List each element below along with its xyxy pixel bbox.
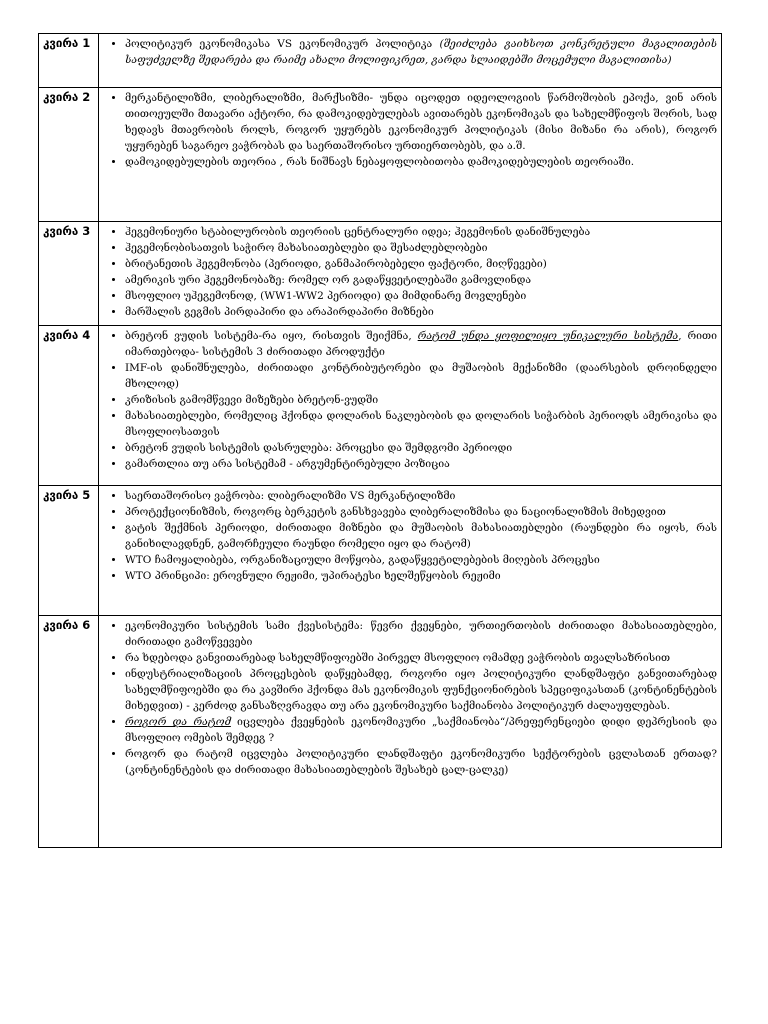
- topic-item: [125, 568, 717, 584]
- topic-text: ამერიკის ური ჰეგემონობაზე: რომელ ორ გადაწყვეტილებაში გამოვლინდა: [125, 274, 532, 286]
- topic-text: რა ხდებოდა განვითარებად სახელმწიფოებში პირველ მსოფლიო ომამდე ვაჭრობის თვალსაზრისით: [125, 652, 670, 664]
- topic-item: [125, 456, 717, 472]
- topic-text: IMF-ის დანიშნულება, ძირითადი კონტრიბუტორები და მუშაობის მექანიზმი (დაარსების დროინდელი მხოლოდ): [125, 362, 717, 390]
- topic-item: [125, 224, 717, 240]
- topic-list: [103, 488, 717, 584]
- topic-item: [125, 552, 717, 568]
- topic-item: [125, 408, 717, 440]
- topic-list: [103, 90, 717, 170]
- topic-list: [103, 224, 717, 320]
- topic-item: [125, 440, 717, 456]
- topic-item: [125, 504, 717, 520]
- topic-text: , რითი იმართებოდა- სისტემის 3 ძირითადი პროდუქტი: [125, 330, 717, 358]
- week-label: კვირა 1: [39, 34, 99, 88]
- topic-item: [125, 392, 717, 408]
- topic-item: [125, 36, 717, 68]
- topics-cell: [99, 326, 722, 486]
- topic-text: პროტექციონიზმის, როგორც ბერკეტის განსხვავება ლიბერალიზმისა და ნაციონალიზმის მიხედვით: [125, 506, 666, 518]
- week-label: კვირა 5: [39, 486, 99, 616]
- topic-text: პოლიტიკურ ეკონომიკასა VS ეკონომიკურ პოლიტიკა: [125, 38, 440, 50]
- week-row-2: [39, 88, 722, 222]
- topic-text: WTO პრინციპი: ეროვნული რეჟიმი, უპირატესი ხელშეწყობის რეჟიმი: [125, 570, 501, 582]
- table-body: [39, 34, 722, 848]
- topic-text: მსოფლიო უჰეგემონოდ, (WW1-WW2 პერიოდი) და მიმდინარე მოვლენები: [125, 290, 527, 302]
- topic-item: [125, 288, 717, 304]
- topic-text-italic: (შეიძლება გაიხსოთ კონკრეტული მაგალითების საფუძველზე შედარება და რაიმე ახალი მოლიფიკრეთ, გარდა სლაიდებში მოცემული მაგალითისა): [125, 38, 717, 66]
- topics-cell: [99, 486, 722, 616]
- topic-text: ბრეტონ ვუდის სისტემა-რა იყო, რისთვის შეიქმნა,: [125, 330, 418, 342]
- topic-text: ინდუსტრიალიზაციის პროცესების დაწყებამდე, როგორი იყო პოლიტიკური ლანდშაფტი განვითარებად სახელმწიფოებში და რა კავშირი ჰქონდა მას ეკონომიკის ფუნქციონირების სპეციფიკასთან (კონტინენტების მიხედვით) - კერძოდ განსაზღვრავდა თუ არა ეკონომიკური საქმიანობა პოლიტიკურ ძალაუფლებას.: [125, 668, 717, 712]
- topic-item: [125, 272, 717, 288]
- topic-text-underlined: რატომ უნდა ყოფილიყო უნიკალური სისტემა: [417, 330, 679, 342]
- topic-text-underlined: როგორ და რატომ: [125, 716, 231, 728]
- topic-text: დამოკიდებულების თეორია , რას ნიშნავს ნებაყოფლობითობა დამოკიდებულების თეორიაში.: [125, 156, 635, 168]
- topic-item: [125, 650, 717, 666]
- topic-item: [125, 666, 717, 714]
- topic-item: [125, 328, 717, 360]
- topic-text: ჰეგემონიური სტაბილურობის თეორიის ცენტრალური იდეა; ჰეგემონის დანიშნულება: [125, 226, 591, 238]
- week-row-3: [39, 222, 722, 326]
- topics-cell: [99, 34, 722, 88]
- topic-item: [125, 360, 717, 392]
- topic-text: ეკონომიკური სისტემის სამი ქვესისტემა: წევრი ქვეყნები, ურთიერთობის ძირითადი მახასიათებლები, ძირითადი გამოწვევები: [125, 620, 717, 648]
- topic-text: იცვლება ქვეყნების ეკონომიკური „საქმიანობა“/პრეფერენციები დიდი დეპრესიის და მსოფლიო ომების შემდეგ ?: [125, 716, 717, 744]
- week-label: კვირა 6: [39, 616, 99, 848]
- topic-item: [125, 618, 717, 650]
- topic-text: ჰეგემონობისათვის საჭირო მახასიათებლები და შესაძლებლობები: [125, 242, 488, 254]
- topic-item: [125, 520, 717, 552]
- topic-text: ბრიტანეთის ჰეგემონობა (პერიოდი, განმაპირობებელი ფაქტორი, მიღწევები): [125, 258, 547, 270]
- topic-list: [103, 618, 717, 778]
- topics-cell: [99, 222, 722, 326]
- topic-list: [103, 36, 717, 68]
- week-label: კვირა 4: [39, 326, 99, 486]
- topic-item: [125, 256, 717, 272]
- topic-text: საერთაშორისო ვაჭრობა: ლიბერალიზმი VS მერკანტილიზმი: [125, 490, 456, 502]
- topic-item: [125, 746, 717, 778]
- topic-item: [125, 154, 717, 170]
- topic-item: [125, 90, 717, 154]
- week-row-6: [39, 616, 722, 848]
- week-row-4: [39, 326, 722, 486]
- weekly-topics-table: [38, 33, 722, 848]
- topic-text: ბრეტონ ვუდის სისტემის დასრულება: პროცესი და შემდგომი პერიოდი: [125, 442, 513, 454]
- topic-text: მარშალის გეგმის პირდაპირი და არაპირდაპირი მიზნები: [125, 306, 434, 318]
- topic-list: [103, 328, 717, 472]
- topic-item: [125, 240, 717, 256]
- topic-item: [125, 304, 717, 320]
- topic-item: [125, 714, 717, 746]
- week-label: კვირა 2: [39, 88, 99, 222]
- topic-text: გატის შექმნის პერიოდი, ძირითადი მიზნები და მუშაობის მახასიათებლები (რაუნდები რა იყოს, რას განიხილავდნენ, გამორჩეული რაუნდი რომელი იყო და რატომ): [125, 522, 717, 550]
- topic-text: WTO ჩამოყალიბება, ორგანიზაციული მოწყობა, გადაწყვეტილებების მიღების პროცესი: [125, 554, 600, 566]
- topics-cell: [99, 616, 722, 848]
- topic-text: მერკანტილიზმი, ლიბერალიზმი, მარქსიზმი- უნდა იცოდეთ იდეოლოგიის წარმოშობის ეპოქა, ვინ არის თითოეულში მთავარი აქტორი, რა დამოკიდებულებას ავითარებს ეკონომიკას და სახელმწიფოს შორის, სად ხედავს მთავრობის როლს, როგორ უყურებს ეკონომიკურ პოლიტიკას (მისი მიზანი რა არის), როგორ უყურებენ საგარეო ვაჭრობას და საერთაშორისო ურთიერთობებს, და ა.შ.: [125, 92, 717, 152]
- topics-cell: [99, 88, 722, 222]
- week-label: კვირა 3: [39, 222, 99, 326]
- topic-text: მახასიათებლები, რომელიც ჰქონდა დოლარის ნაკლებობის და დოლარის სიჭარბის პერიოდს ამერიკისა და მსოფლიოსათვის: [125, 410, 717, 438]
- topic-text: გამართლია თუ არა სისტემამ - არგუმენტირებული პოზიცია: [125, 458, 450, 470]
- week-row-1: [39, 34, 722, 88]
- topic-text: როგორ და რატომ იცვლება პოლიტიკური ლანდშაფტი ეკონომიკური სექტორების ცვლასთან ერთად? (კონტინენტების და ძირითადი მახასიათებლების შესახებ ცალ-ცალკე): [125, 748, 717, 776]
- week-row-5: [39, 486, 722, 616]
- topic-text: კრიზისის გამომწვევი მიზეზები ბრეტონ-ვუდში: [125, 394, 379, 406]
- topic-item: [125, 488, 717, 504]
